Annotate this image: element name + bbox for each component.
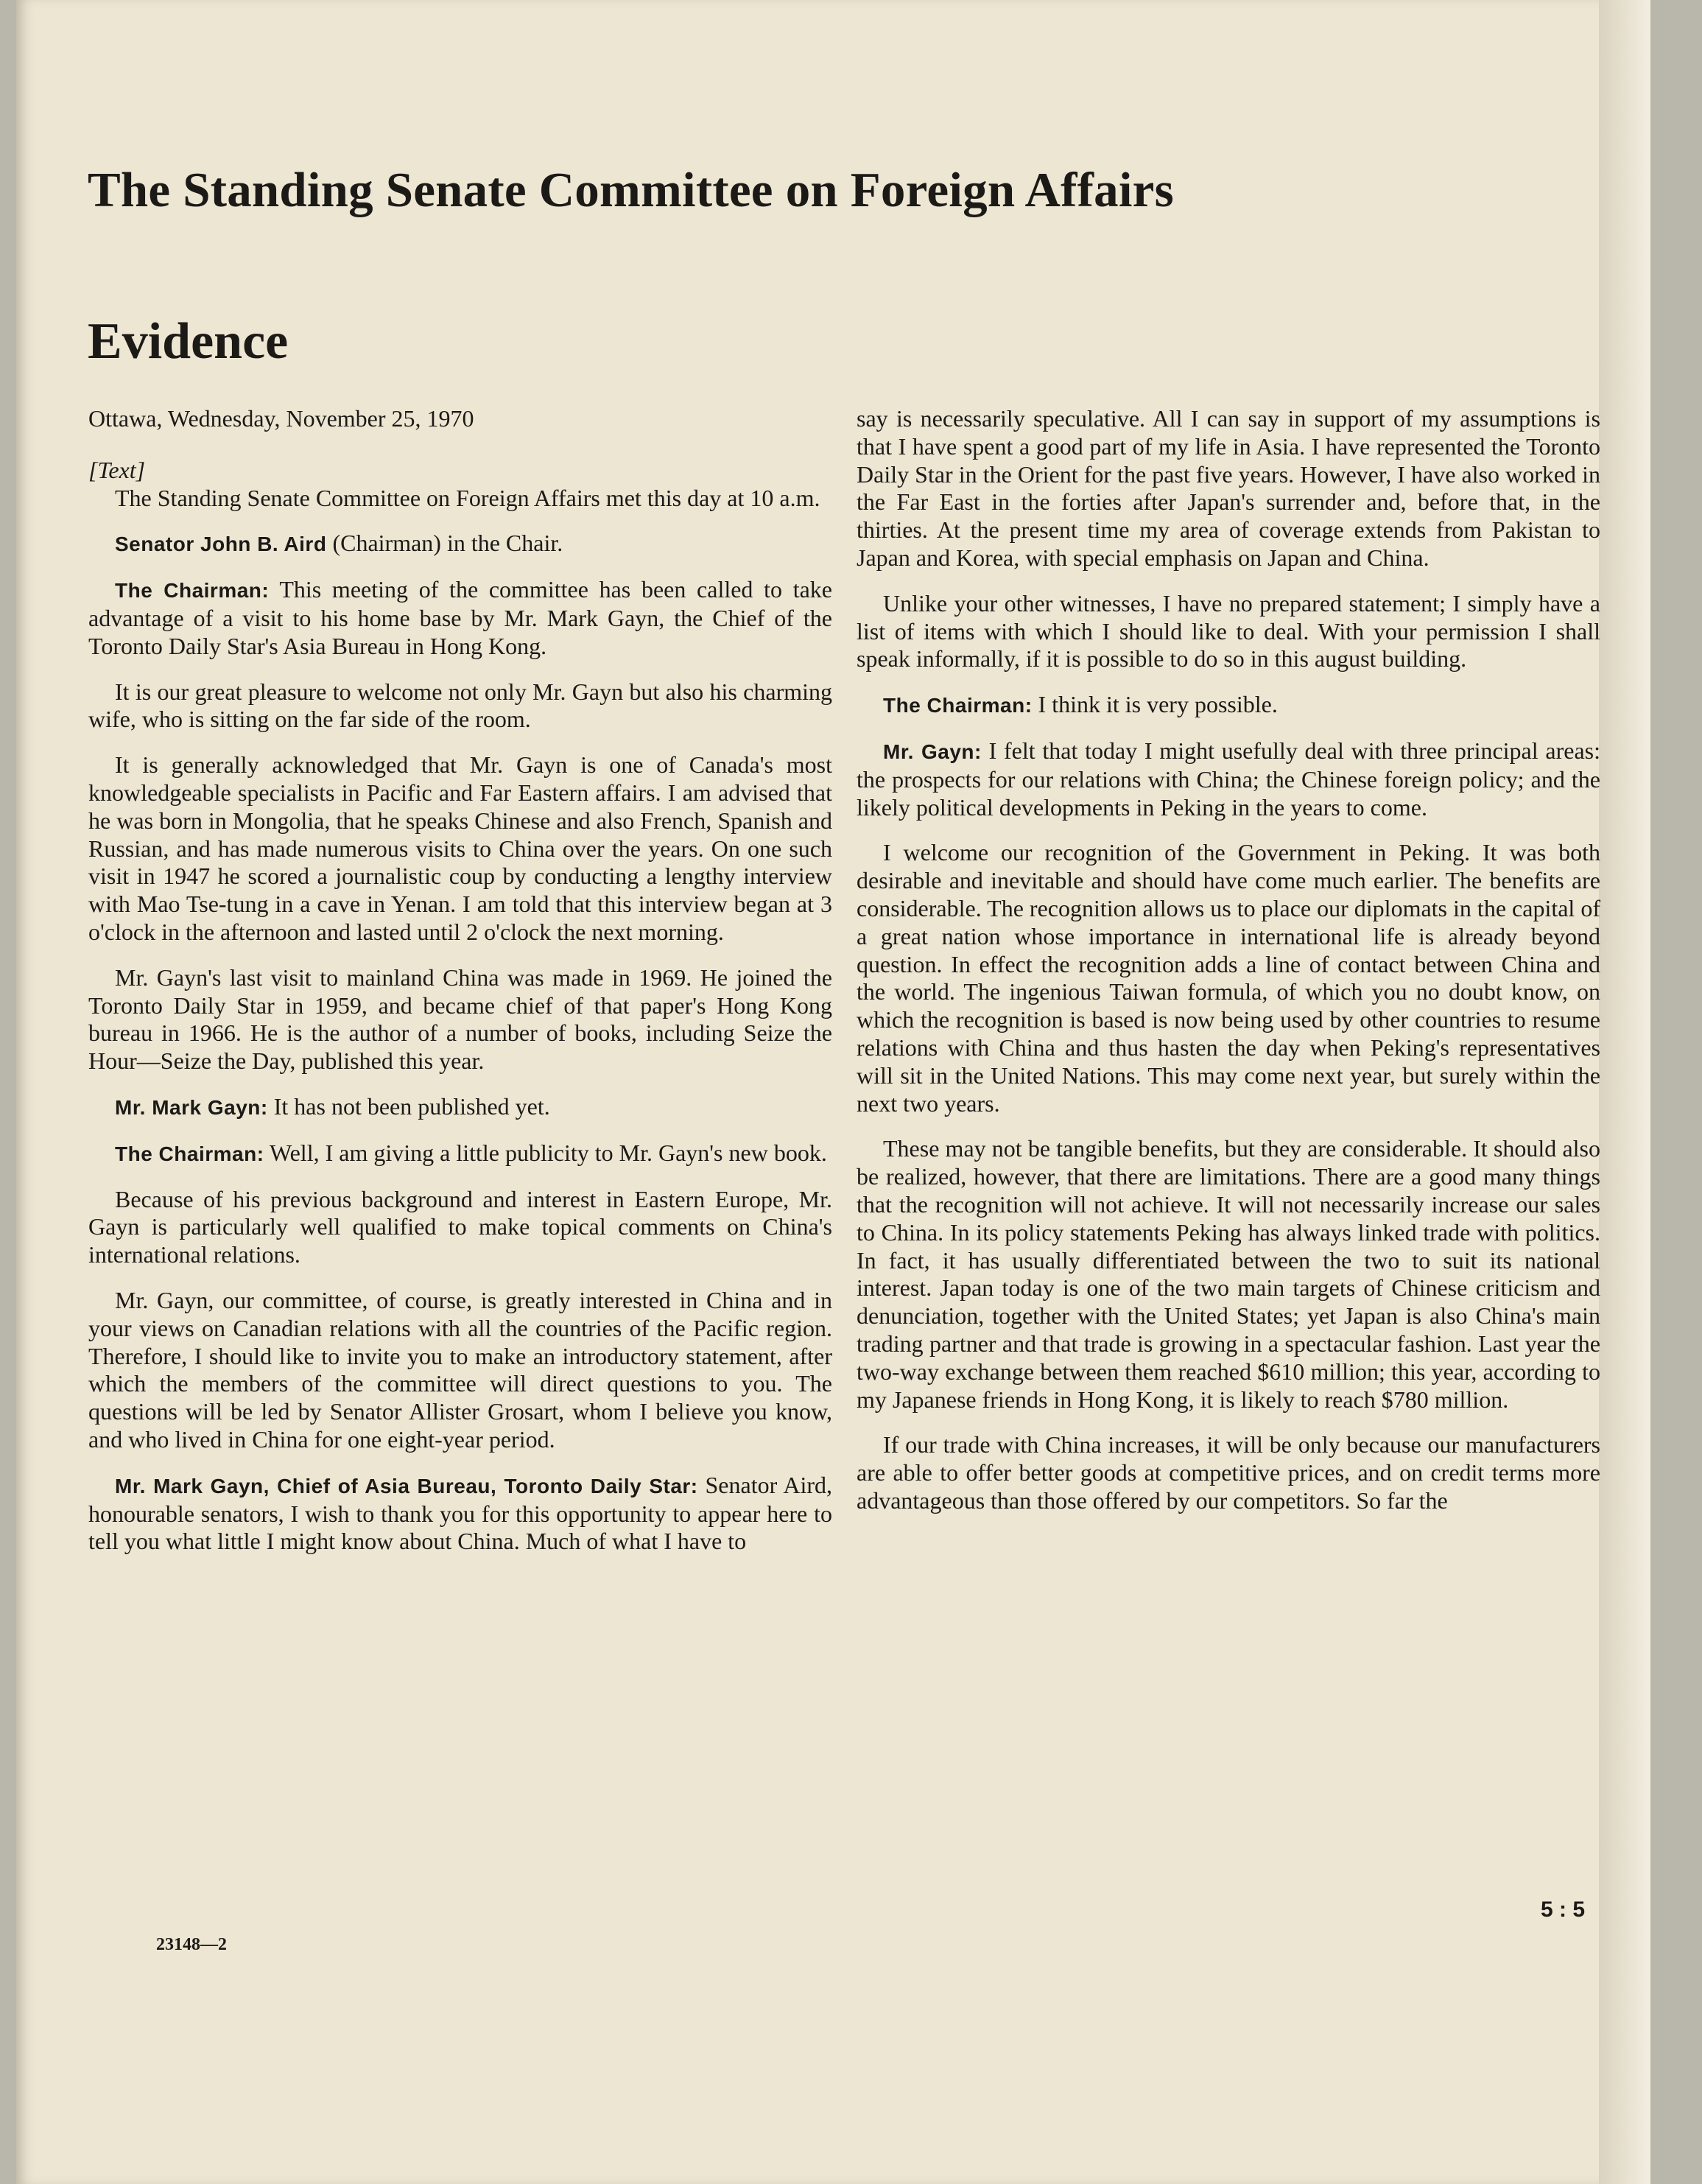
speaker-paragraph xyxy=(88,530,832,558)
page-edge-shadow xyxy=(1599,0,1650,2184)
speaker-paragraph xyxy=(857,691,1600,720)
paragraph: These may not be tangible benefits, but they are considerable. It should also be realized, however, that there are limitations. There are a good many things that the recognition will not achieve. It will not necessarily increase our sales to China. In its policy statements Peking has always linked trade with politics. In fact, it has usually differentiated between the two to suit its national interest. Japan today is one of the two main targets of Chinese criticism and denunciation, together with the United States; yet Japan is also China's main trading partner and that trade is growing in a spectacular fashion. Last year the two-way exchange between them reached $610 million; this year, according to my Japanese friends in Hong Kong, it is likely to reach $780 million. xyxy=(857,1135,1600,1413)
speaker-text: Senator Aird, honourable senators, I wish to thank you for this opportunity to appear here to tell you what little I might know about China. Much of what I have to xyxy=(88,1471,833,1555)
paragraph: Mr. Gayn, our committee, of course, is greatly interested in China and in your views on Canadian relations with all the countries of the Pacific region. Therefore, I should like to invite you to make an introductory statement, after which the members of the committee will direct questions to you. The questions will be led by Senator Allister Grosart, whom I believe you know, and who lived in China for one eight-year period. xyxy=(88,1286,832,1453)
speaker-text: (Chairman) in the Chair. xyxy=(326,530,563,557)
paragraph: Because of his previous background and interest in Eastern Europe, Mr. Gayn is particularly well qualified to make topical comments on China's international relations. xyxy=(88,1185,832,1268)
speaker-paragraph xyxy=(857,737,1600,821)
paragraph: It is our great pleasure to welcome not only Mr. Gayn but also his charming wife, who is sitting on the far side of the room. xyxy=(88,678,832,733)
section-heading: Evidence xyxy=(88,313,289,370)
speaker-paragraph xyxy=(88,1140,832,1168)
speaker-text: It has not been published yet. xyxy=(267,1092,550,1120)
speaker-name: Mr. Mark Gayn, Chief of Asia Bureau, Toronto Daily Star: xyxy=(115,1474,698,1497)
paragraph: It is generally acknowledged that Mr. Gayn is one of Canada's most knowledgeable specialists in Pacific and Far Eastern affairs. I am advised that he was born in Mongolia, that he speaks Chinese and also French, Spanish and Russian, and has made numerous visits to China over the years. On one such visit in 1947 he scored a journalistic coup by conducting a lengthy interview with Mao Tse-tung in a cave in Yenan. I am told that this interview began at 3 o'clock in the afternoon and lasted until 2 o'clock the next morning. xyxy=(88,751,832,945)
speaker-name: The Chairman: xyxy=(115,1142,264,1165)
speaker-name: Mr. Gayn: xyxy=(883,740,982,763)
speaker-name: Mr. Mark Gayn: xyxy=(115,1095,268,1119)
speaker-text: Well, I am giving a little publicity to Mr. Gayn's new book. xyxy=(264,1139,827,1166)
paragraph: Unlike your other witnesses, I have no prepared statement; I simply have a list of items with which I should like to deal. With your permission I shall speak informally, if it is possible to do so in this august building. xyxy=(857,589,1600,673)
dateline: Ottawa, Wednesday, November 25, 1970 xyxy=(88,405,474,432)
speaker-paragraph xyxy=(88,1472,832,1556)
page-number: 5 : 5 xyxy=(1541,1897,1586,1922)
speaker-text: I think it is very possible. xyxy=(1032,691,1278,718)
speaker-name: Senator John B. Aird xyxy=(115,533,327,556)
print-code: 23148—2 xyxy=(156,1935,227,1954)
speaker-text: I felt that today I might usefully deal with three principal areas: the prospects for our relations with China; the Chinese foreign policy; and the likely political developments in Peking in the years to come. xyxy=(857,737,1600,821)
document-page xyxy=(16,0,1650,2184)
text-tag: [Text] xyxy=(88,456,146,483)
paragraph: I welcome our recognition of the Government in Peking. It was both desirable and inevitable and should have come much earlier. The benefits are considerable. The recognition allows us to place our diplomats in the capital of a great nation whose importance in international life is already beyond question. In effect the recognition adds a line of contact between China and the world. The ingenious Taiwan formula, of which you no doubt know, on which the recognition is based is now being used by other countries to resume relations with China and thus hasten the day when Peking's representatives will sit in the United Nations. This may come next year, but surely within the next two years. xyxy=(857,839,1600,1117)
speaker-paragraph xyxy=(88,576,832,660)
speaker-paragraph xyxy=(88,1093,832,1122)
speaker-name: The Chairman: xyxy=(115,579,270,603)
paragraph: The Standing Senate Committee on Foreign Affairs met this day at 10 a.m. xyxy=(115,484,820,511)
paragraph: Mr. Gayn's last visit to mainland China was made in 1969. He joined the Toronto Daily Star in 1959, and became chief of that paper's Hong Kong bureau in 1966. He is the author of a number of books, including Seize the Hour—Seize the Day, published this year. xyxy=(88,963,832,1075)
paragraph: say is necessarily speculative. All I can say in support of my assumptions is that I have spent a good part of my life in Asia. I have represented the Toronto Daily Star in the Orient for the past five years. However, I have also worked in the Far East in the forties after Japan's surrender and, before that, in the thirties. At the present time my area of coverage extends from Pakistan to Japan and Korea, with special emphasis on Japan and China. xyxy=(857,405,1600,571)
left-text-column xyxy=(88,405,832,1573)
speaker-name: The Chairman: xyxy=(883,694,1033,717)
speaker-text: This meeting of the committee has been called to take advantage of a visit to his home base by Mr. Mark Gayn, the Chief of the Toronto Daily Star's Asia Bureau in Hong Kong. xyxy=(88,576,833,659)
document-title: The Standing Senate Committee on Foreign Affairs xyxy=(88,163,1174,217)
paragraph: If our trade with China increases, it will be only because our manufacturers are able to offer better goods at competitive prices, and on credit terms more advantageous than those offered by our competitors. So far the xyxy=(857,1431,1600,1514)
right-text-column xyxy=(857,405,1600,1533)
